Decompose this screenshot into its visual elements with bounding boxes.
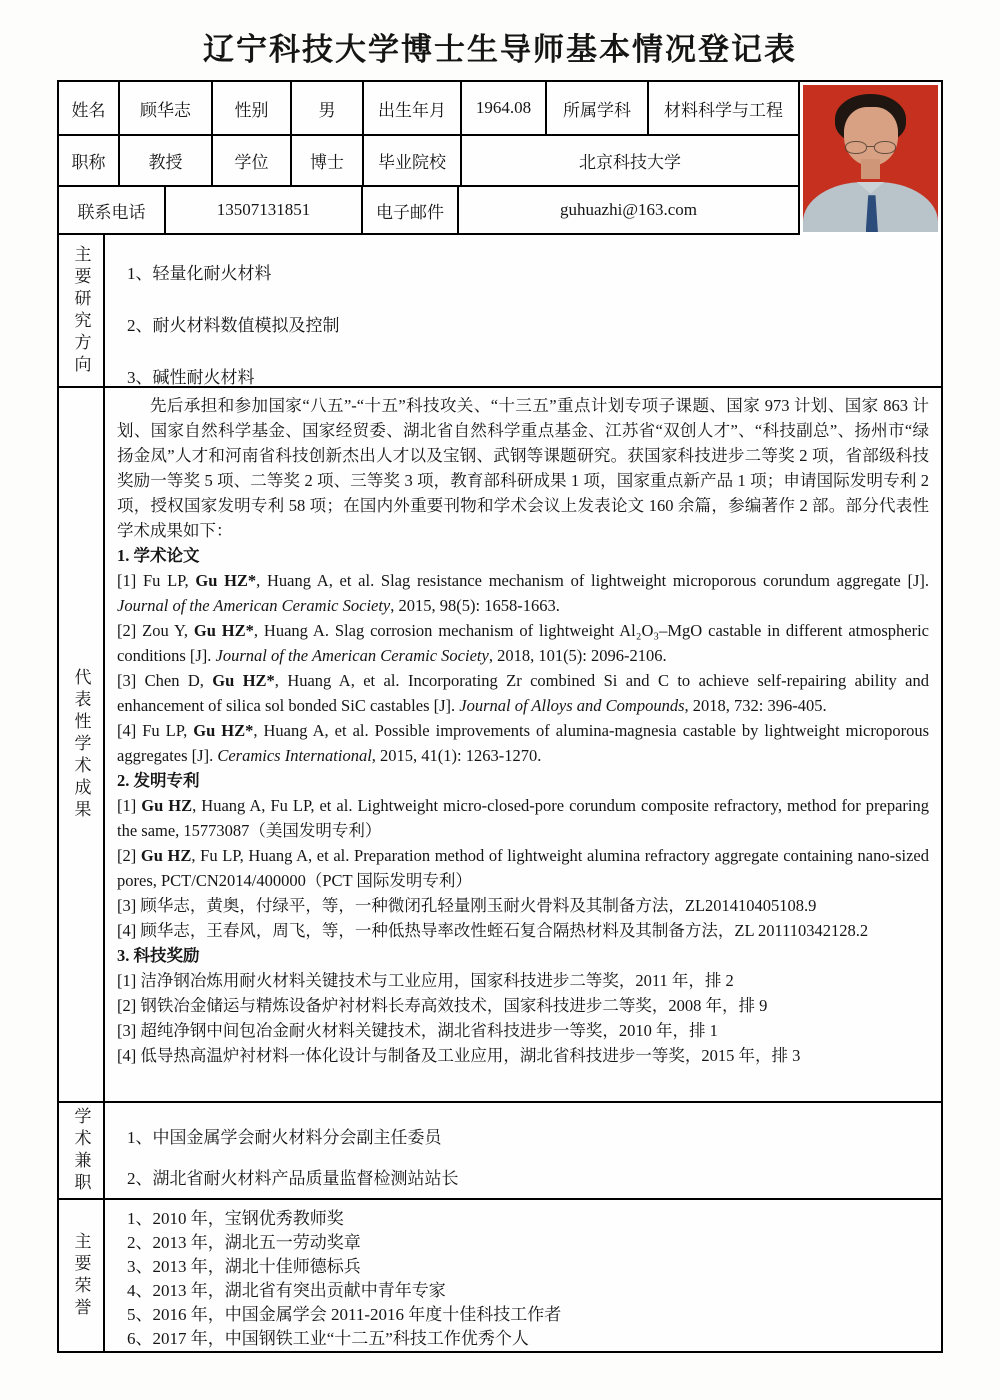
name-label: 姓名 (59, 82, 120, 134)
section-research-label: 主要研究方向 (71, 244, 91, 377)
section-achievements-label: 代表性学术成果 (71, 667, 91, 822)
patent-entry: [2] Gu HZ, Fu LP, Huang A, et al. Preparation method of lightweight alumina refractory aggregate containing nano-sized pores, PCT/CN2014/400000（PCT 国际发明专利） (117, 846, 929, 890)
posts-content (105, 1103, 941, 1198)
research-item: 3、碱性耐火材料 (127, 368, 255, 386)
title-label: 职称 (59, 136, 120, 185)
honor-item: 1、2010 年，宝钢优秀教师奖 (127, 1209, 344, 1228)
paper-entry: [3] Chen D, Gu HZ*, Huang A, et al. Incorporating Zr combined Si and C to achieve self-repairing ability and enhancement of silica sol bonded SiC castables [J]. Journal of Alloys and Compounds, 2018, 732: 396-405. (117, 671, 929, 715)
patents-heading: 2. 发明专利 (117, 771, 200, 790)
research-content (105, 235, 941, 386)
phone-value: 13507131851 (166, 187, 363, 233)
phone-label: 联系电话 (59, 187, 166, 233)
awards-heading: 3. 科技奖励 (117, 946, 200, 965)
paper-entry: [4] Fu LP, Gu HZ*, Huang A, et al. Possible improvements of alumina-magnesia castable by lightweight microporous aggregates [J]. Ceramics International, 2015, 41(1): 1263-1270. (117, 721, 929, 765)
discipline-value: 材料科学与工程 (664, 100, 783, 120)
degree-label: 学位 (213, 136, 292, 185)
name-value: 顾华志 (120, 82, 213, 134)
birth-label: 出生年月 (364, 82, 462, 134)
honor-item: 5、2016 年，中国金属学会 2011-2016 年度十佳科技工作者 (127, 1305, 562, 1324)
photo-neck (861, 159, 880, 180)
award-entry: [4] 低导热高温炉衬材料一体化设计与制备及工业应用，湖北省科技进步一等奖，2015 年，排 3 (117, 1046, 801, 1065)
patent-entry: [3] 顾华志，黄奥，付绿平，等，一种微闭孔轻量刚玉耐火骨料及其制备方法，ZL201410405108.9 (117, 896, 817, 915)
discipline-label: 所属学科 (547, 82, 649, 134)
section-major-honors (59, 1200, 941, 1351)
honor-item: 4、2013 年，湖北省有突出贡献中青年专家 (127, 1281, 446, 1300)
birth-value: 1964.08 (462, 82, 547, 134)
section-honors-label: 主要荣誉 (71, 1231, 91, 1320)
paper-entry: [2] Zou Y, Gu HZ*, Huang A. Slag corrosion mechanism of lightweight Al₂O₃–MgO castable in different atmospheric conditions [J]. Journal of the American Ceramic Society, 2018, 101(5): 2096-2106. (117, 621, 929, 665)
section-academic-posts (59, 1103, 941, 1200)
award-entry: [3] 超纯净钢中间包冶金耐火材料关键技术，湖北省科技进步一等奖，2010 年，排 1 (117, 1021, 718, 1040)
info-row-3 (59, 187, 798, 233)
honor-item: 6、2017 年，中国钢铁工业“十二五”科技工作优秀个人 (127, 1329, 529, 1348)
achievements-content (105, 388, 941, 1101)
section-honors-label-cell (59, 1200, 105, 1351)
email-value: guhuazhi@163.com (560, 200, 697, 219)
paper-entry: [1] Fu LP, Gu HZ*, Huang A, et al. Slag resistance mechanism of lightweight microporous corundum aggregate [J]. Journal of the American Ceramic Society, 2015, 98(5): 1658-1663. (117, 571, 929, 615)
section-achievements-label-cell (59, 388, 105, 1101)
papers-heading: 1. 学术论文 (117, 546, 200, 565)
honors-content (105, 1200, 941, 1351)
portrait-photo-canvas (803, 85, 938, 232)
section-posts-label-cell (59, 1103, 105, 1198)
page-title: 辽宁科技大学博士生导师基本情况登记表 (203, 32, 797, 67)
school-label: 毕业院校 (364, 136, 462, 185)
gender-value: 男 (292, 82, 364, 134)
section-posts-label: 学术兼职 (71, 1106, 91, 1195)
award-entry: [1] 洁净钢冶炼用耐火材料关键技术与工业应用，国家科技进步二等奖，2011 年，排 2 (117, 971, 734, 990)
form-table (57, 80, 943, 1353)
degree-value: 博士 (292, 136, 364, 185)
info-row-1 (59, 82, 798, 136)
email-label: 电子邮件 (363, 187, 459, 233)
post-item: 1、中国金属学会耐火材料分会副主任委员 (127, 1128, 442, 1147)
gender-label: 性别 (213, 82, 292, 134)
title-value: 教授 (120, 136, 213, 185)
photo-face (844, 107, 898, 166)
award-entry: [2] 钢铁冶金储运与精炼设备炉衬材料长寿高效技术，国家科技进步二等奖，2008 年，排 9 (117, 996, 768, 1015)
patent-entry: [1] Gu HZ, Huang A, Fu LP, et al. Lightweight micro-closed-pore corundum composite refractory, method for preparing the same, 15773087（美国发明专利） (117, 796, 929, 840)
section-achievements (59, 388, 941, 1103)
honor-item: 2、2013 年，湖北五一劳动奖章 (127, 1233, 361, 1252)
basic-info-table (59, 82, 941, 235)
section-research-label-cell (59, 235, 105, 386)
info-row-2 (59, 136, 798, 187)
achievements-intro: 先后承担和参加国家“八五”-“十五”科技攻关、“十三五”重点计划专项子课题、国家 973 计划、国家 863 计划、国家自然科学基金、国家经贸委、湖北省自然科学重点基金、江苏省“双创人才”、“科技副总”、扬州市“绿扬金凤”人才和河南省科技创新杰出人才以及宝钢、武钢等课题研究。获国家科技进步二等奖 2 项，省部级科技奖励一等奖 5 项、二等奖 2 项、三等奖 3 项，教育部科研成果 1 项，国家重点新产品 1 项；申请国际发明专利 2 项，授权国家发明专利 58 项；在国内外重要刊物和学术会议上发表论文 160 余篇，参编著作 2 部。部分代表性学术成果如下： (117, 396, 929, 540)
portrait-photo (798, 82, 941, 235)
school-value: 北京科技大学 (579, 153, 681, 172)
honor-item: 3、2013 年，湖北十佳师德标兵 (127, 1257, 361, 1276)
research-item: 1、轻量化耐火材料 (127, 264, 272, 283)
photo-glasses (845, 141, 896, 154)
research-item: 2、耐火材料数值模拟及控制 (127, 316, 340, 335)
patent-entry: [4] 顾华志，王春风，周飞，等，一种低热导率改性蛭石复合隔热材料及其制备方法，ZL 201110342128.2 (117, 921, 869, 940)
post-item: 2、湖北省耐火材料产品质量监督检测站站长 (127, 1169, 459, 1188)
section-research-directions (59, 235, 941, 388)
